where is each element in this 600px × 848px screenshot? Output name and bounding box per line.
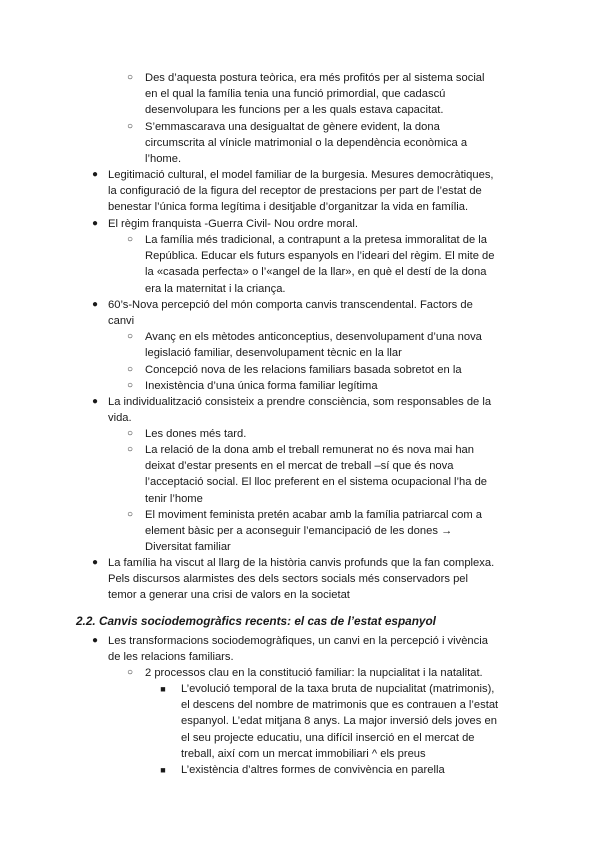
filled-bullet-icon: ● xyxy=(91,635,99,646)
square-bullet-icon: ■ xyxy=(160,684,166,694)
filled-bullet-icon: ● xyxy=(91,169,99,180)
hollow-bullet-icon: ○ xyxy=(126,428,134,439)
list-item: ● 60’s-Nova percepció del món comporta canvis transcendental. Factors de canvi xyxy=(108,297,528,329)
hollow-bullet-icon: ○ xyxy=(126,364,134,375)
list-item: ○ El moviment feminista pretén acabar amb la família patriarcal com a element bàsic per a aconseguir l’emancipació de les dones → Diversitat familiar xyxy=(145,507,525,556)
list-item: ■ L’evolució temporal de la taxa bruta de nupcialitat (matrimonis), el descens del nombre de matrimonis que es contrauen a l’estat espanyol. L’edat mitjana 8 anys. La major inversió dels joves en el seu projecte educatiu, una difícil inserció en el mercat de treball, així com un mercat immobiliari ^ els preus xyxy=(181,681,527,762)
filled-bullet-icon: ● xyxy=(91,396,99,407)
square-bullet-icon: ■ xyxy=(160,765,166,775)
list-item: ○ Concepció nova de les relacions familiars basada sobretot en la xyxy=(145,362,525,378)
filled-bullet-icon: ● xyxy=(91,557,99,568)
filled-bullet-icon: ● xyxy=(91,299,99,310)
hollow-bullet-icon: ○ xyxy=(126,234,134,245)
list-item: ● La individualització consisteix a prendre consciència, som responsables de la vida. xyxy=(108,394,528,426)
list-item: ● La família ha viscut al llarg de la història canvis profunds que la fan complexa. Pels discursos alarmistes des dels sectors socials més conservadors pel temor a generar una crisi de valors en la societat xyxy=(108,555,528,604)
hollow-bullet-icon: ○ xyxy=(126,380,134,391)
hollow-bullet-icon: ○ xyxy=(126,121,134,132)
hollow-bullet-icon: ○ xyxy=(126,444,134,455)
list-item: ○ S’emmascarava una desigualtat de gènere evident, la dona circumscrita al vínicle matrimonial o la dependència econòmica a l’home. xyxy=(145,119,525,168)
list-item: ■ L’existència d’altres formes de convivència en parella xyxy=(181,762,527,778)
filled-bullet-icon: ● xyxy=(91,218,99,229)
list-item: ○ Des d’aquesta postura teòrica, era més profitós per al sistema social en el qual la família tenia una funció primordial, que cadascú desenvolupara les funcions per a les quals estava capacitat. xyxy=(145,70,525,119)
list-item: ● Legitimació cultural, el model familiar de la burgesia. Mesures democràtiques, la configuració de la figura del receptor de prestacions per part de l’estat de benestar l’única forma legítima i desitjable d’organitzar la vida en família. xyxy=(108,167,528,216)
hollow-bullet-icon: ○ xyxy=(126,667,134,678)
list-item: ○ 2 processos clau en la constitució familiar: la nupcialitat i la natalitat. xyxy=(145,665,525,681)
section-heading: 2.2. Canvis sociodemogràfics recents: el cas de l’estat espanyol xyxy=(76,614,436,628)
list-item: ● El règim franquista -Guerra Civil- Nou ordre moral. xyxy=(108,216,528,232)
list-item: ○ Avanç en els mètodes anticonceptius, desenvolupament d’una nova legislació familiar, desenvolupament tècnic en la llar xyxy=(145,329,525,361)
hollow-bullet-icon: ○ xyxy=(126,509,134,520)
list-item: ○ Inexistència d’una única forma familiar legítima xyxy=(145,378,525,394)
list-item: ● Les transformacions sociodemogràfiques, un canvi en la percepció i vivència de les relacions familiars. xyxy=(108,633,528,665)
list-item: ○ La relació de la dona amb el treball remunerat no és nova mai han deixat d’estar presents en el mercat de treball –sí que és nova l’acceptació social. El lloc preferent en el sistema ocupacional l’ha de tenir l’home xyxy=(145,442,525,507)
list-item: ○ La família més tradicional, a contrapunt a la pretesa immoralitat de la República. Educar els futurs espanyols en l’ideari del règim. El mite de la «casada perfecta» o l’«angel de la llar», en què el destí de la dona era la maternitat i la criança. xyxy=(145,232,525,297)
list-item: ○ Les dones més tard. xyxy=(145,426,525,442)
hollow-bullet-icon: ○ xyxy=(126,72,134,83)
hollow-bullet-icon: ○ xyxy=(126,331,134,342)
